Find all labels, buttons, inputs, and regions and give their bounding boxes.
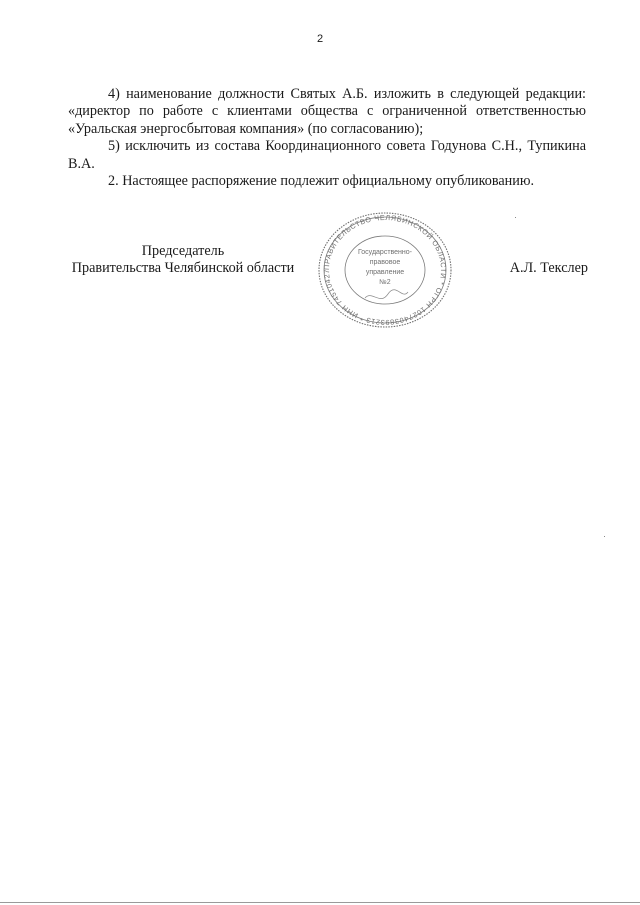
scan-bottom-edge (0, 902, 640, 903)
seal-inner-text-line1: Государственно- (357, 249, 413, 256)
document-body (68, 86, 586, 190)
scan-speck (515, 217, 516, 218)
paragraph-item-4: 4) наименование должности Святых А.Б. изложить в следующей редакции: «директор по работе с клиентами общества с ограниченной ответственностью «Уральская энергосбытовая компания» (по согласованию); (68, 86, 586, 137)
signer-name: А.Л. Текслер (509, 260, 588, 276)
paragraph-item-5: 5) исключить из состава Координационного совета Годунова С.Н., Тупикина В.А. (68, 138, 586, 172)
signature-title (68, 243, 298, 278)
seal-inner-text-line2: правовое (369, 259, 401, 266)
seal-inner-text-line4: №2 (379, 279, 391, 286)
page-number: 2 (316, 33, 324, 45)
seal-graphic (310, 210, 460, 330)
seal-outer-text: ПРАВИТЕЛЬСТВО ЧЕЛЯБИНСКОЙ ОБЛАСТИ * ОГРН 1027403893213 * ИНН 74510427 (321, 212, 449, 328)
scan-speck (604, 536, 605, 537)
signature-title-line1: Председатель (141, 243, 225, 259)
seal-inner-text-line3: управление (365, 269, 405, 276)
official-seal-stamp (310, 210, 460, 330)
signature-title-line2: Правительства Челябинской области (71, 260, 295, 277)
paragraph-publication: 2. Настоящее распоряжение подлежит официальному опубликованию. (108, 173, 535, 190)
seal-scribble (365, 290, 408, 299)
